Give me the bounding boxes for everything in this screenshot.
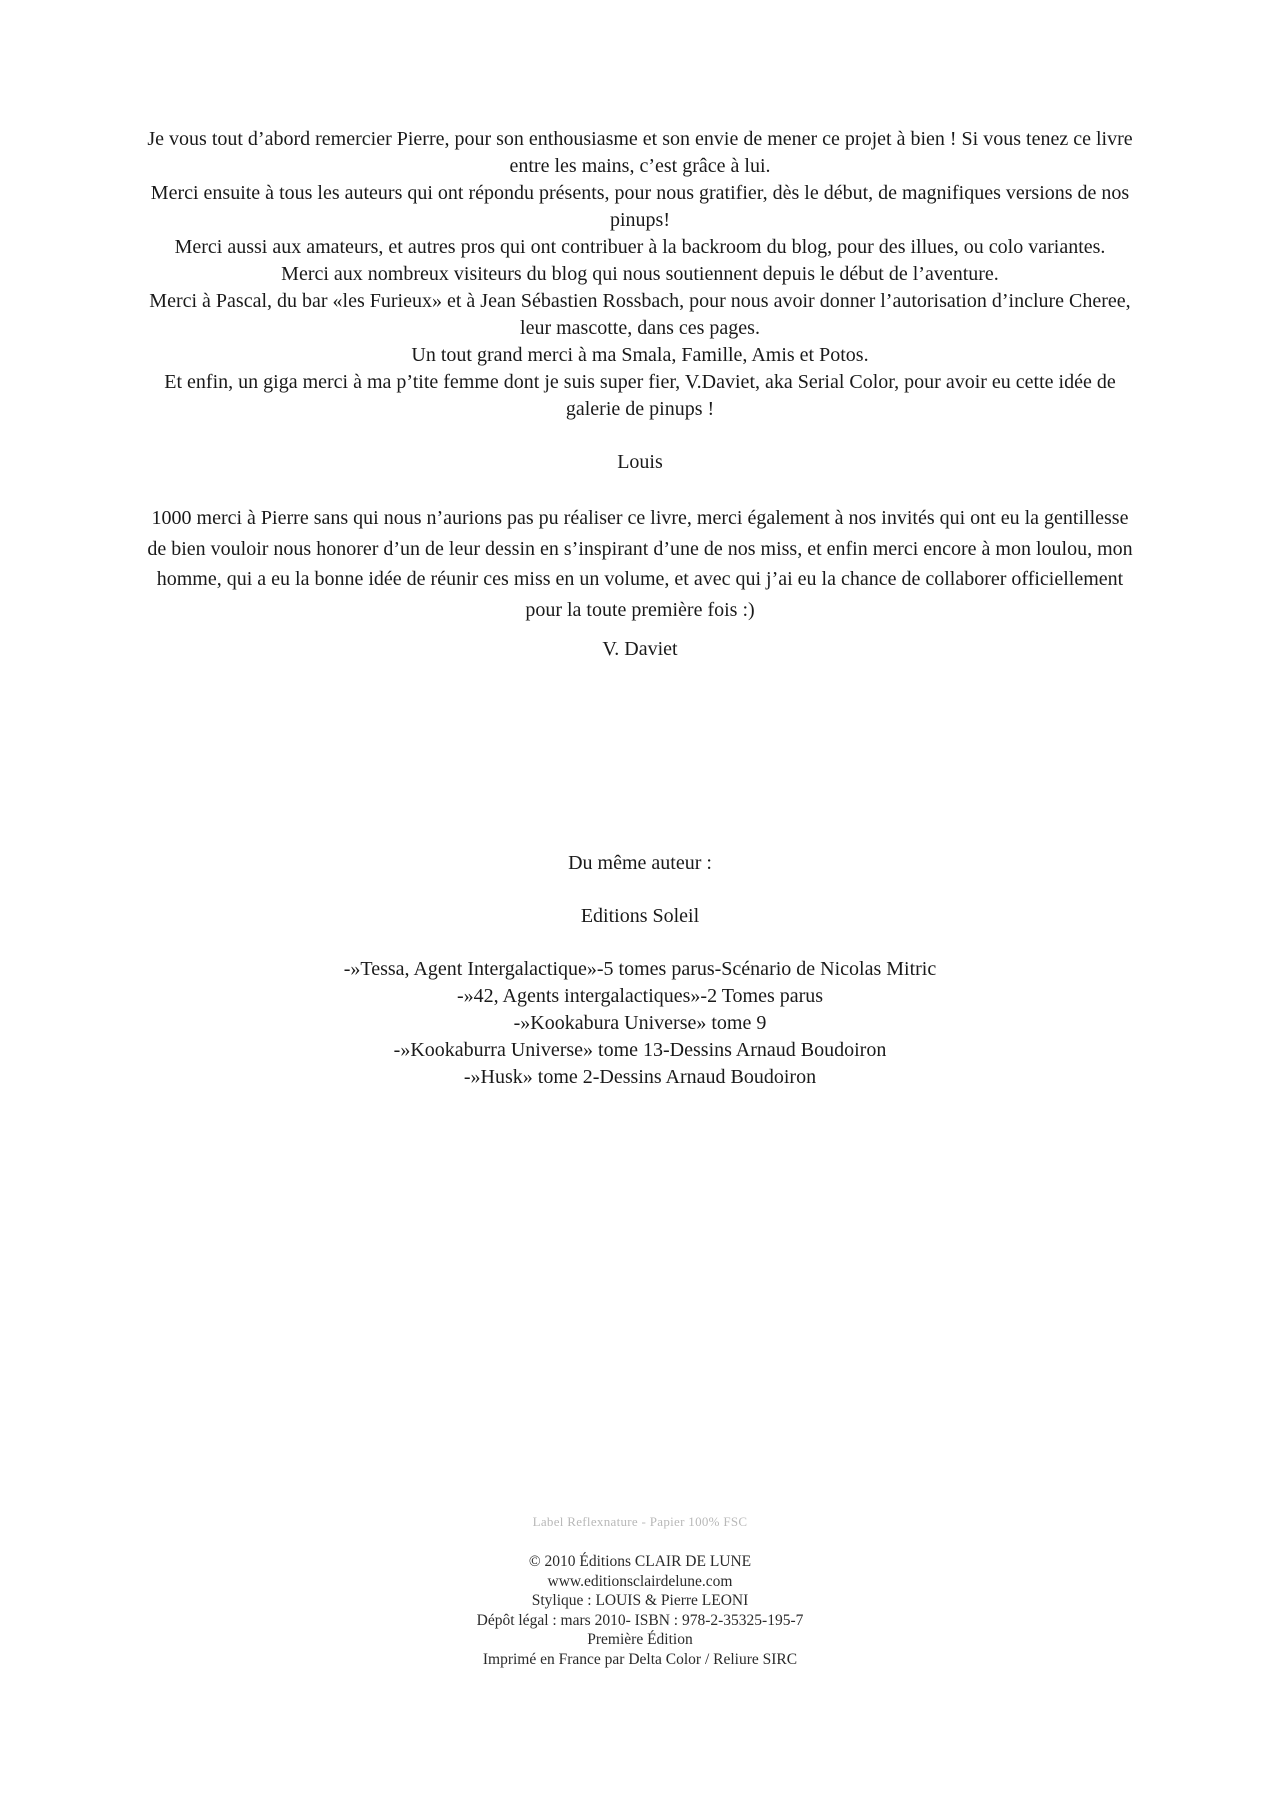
- list-item: -»Kookabura Universe» tome 9: [513, 1012, 767, 1034]
- colophon-website: www.editionsclairdelune.com: [547, 1572, 733, 1590]
- text-line: pinups!: [610, 209, 670, 231]
- text-line: entre les mains, c’est grâce à lui.: [509, 155, 771, 177]
- signature-daviet: V. Daviet: [602, 638, 678, 660]
- colophon-printer: Imprimé en France par Delta Color / Reliure SIRC: [482, 1650, 798, 1668]
- colophon-legal: Dépôt légal : mars 2010- ISBN : 978-2-35325-195-7: [476, 1611, 804, 1629]
- text-line: Merci ensuite à tous les auteurs qui ont répondu présents, pour nous gratifier, dès le début, de magnifiques versions de nos: [150, 182, 1130, 204]
- colophon: [110, 1552, 1170, 1669]
- text-line: galerie de pinups !: [565, 398, 715, 420]
- text-line: homme, qui a eu la bonne idée de réunir ces miss en un volume, et avec qui j’ai eu la chance de collaborer officiellement: [156, 568, 1124, 590]
- text-line: 1000 merci à Pierre sans qui nous n’aurions pas pu réaliser ce livre, merci également à nos invités qui ont eu la gentillesse: [151, 507, 1129, 529]
- colophon-copyright: © 2010 Éditions CLAIR DE LUNE: [528, 1553, 752, 1570]
- text-line: Merci aux nombreux visiteurs du blog qui nous soutiennent depuis le début de l’aventure.: [281, 263, 999, 285]
- text-line: Merci aussi aux amateurs, et autres pros qui ont contribuer à la backroom du blog, pour des illues, ou colo variantes.: [174, 236, 1106, 258]
- paper-label: Label Reflexnature - Papier 100% FSC: [532, 1514, 748, 1529]
- acknowledgements-louis: [110, 126, 1170, 423]
- list-item: -»42, Agents intergalactiques»-2 Tomes parus: [456, 985, 824, 1007]
- text-line: leur mascotte, dans ces pages.: [520, 317, 760, 339]
- bibliography-list: [110, 956, 1170, 1091]
- bibliography-title: Du même auteur :: [568, 852, 712, 874]
- text-line: Un tout grand merci à ma Smala, Famille, Amis et Potos.: [411, 344, 869, 366]
- list-item: -»Kookaburra Universe» tome 13-Dessins Arnaud Boudoiron: [393, 1039, 887, 1061]
- colophon-credits: Stylique : LOUIS & Pierre LEONI: [531, 1592, 749, 1609]
- text-line: pour la toute première fois :): [525, 598, 755, 621]
- text-line: Et enfin, un giga merci à ma p’tite femme dont je suis super fier, V.Daviet, aka Serial Color, pour avoir eu cette idée de: [164, 371, 1116, 393]
- text-line: de bien vouloir nous honorer d’un de leur dessin en s’inspirant d’une de nos miss, et enfin merci encore à mon loulou, mon: [147, 537, 1133, 560]
- list-item: -»Husk» tome 2-Dessins Arnaud Boudoiron: [463, 1066, 817, 1088]
- colophon-edition: Première Édition: [587, 1631, 693, 1648]
- text-line: Je vous tout d’abord remercier Pierre, pour son enthousiasme et son envie de mener ce projet à bien ! Si vous tenez ce livre: [147, 128, 1133, 150]
- acknowledgements-daviet: [110, 503, 1170, 625]
- list-item: -»Tessa, Agent Intergalactique»-5 tomes parus-Scénario de Nicolas Mitric: [343, 958, 937, 980]
- text-line: Merci à Pascal, du bar «les Furieux» et à Jean Sébastien Rossbach, pour nous avoir donner l’autorisation d’inclure Cheree,: [149, 290, 1131, 312]
- publisher-name: Editions Soleil: [580, 905, 700, 927]
- signature-louis: Louis: [617, 451, 663, 473]
